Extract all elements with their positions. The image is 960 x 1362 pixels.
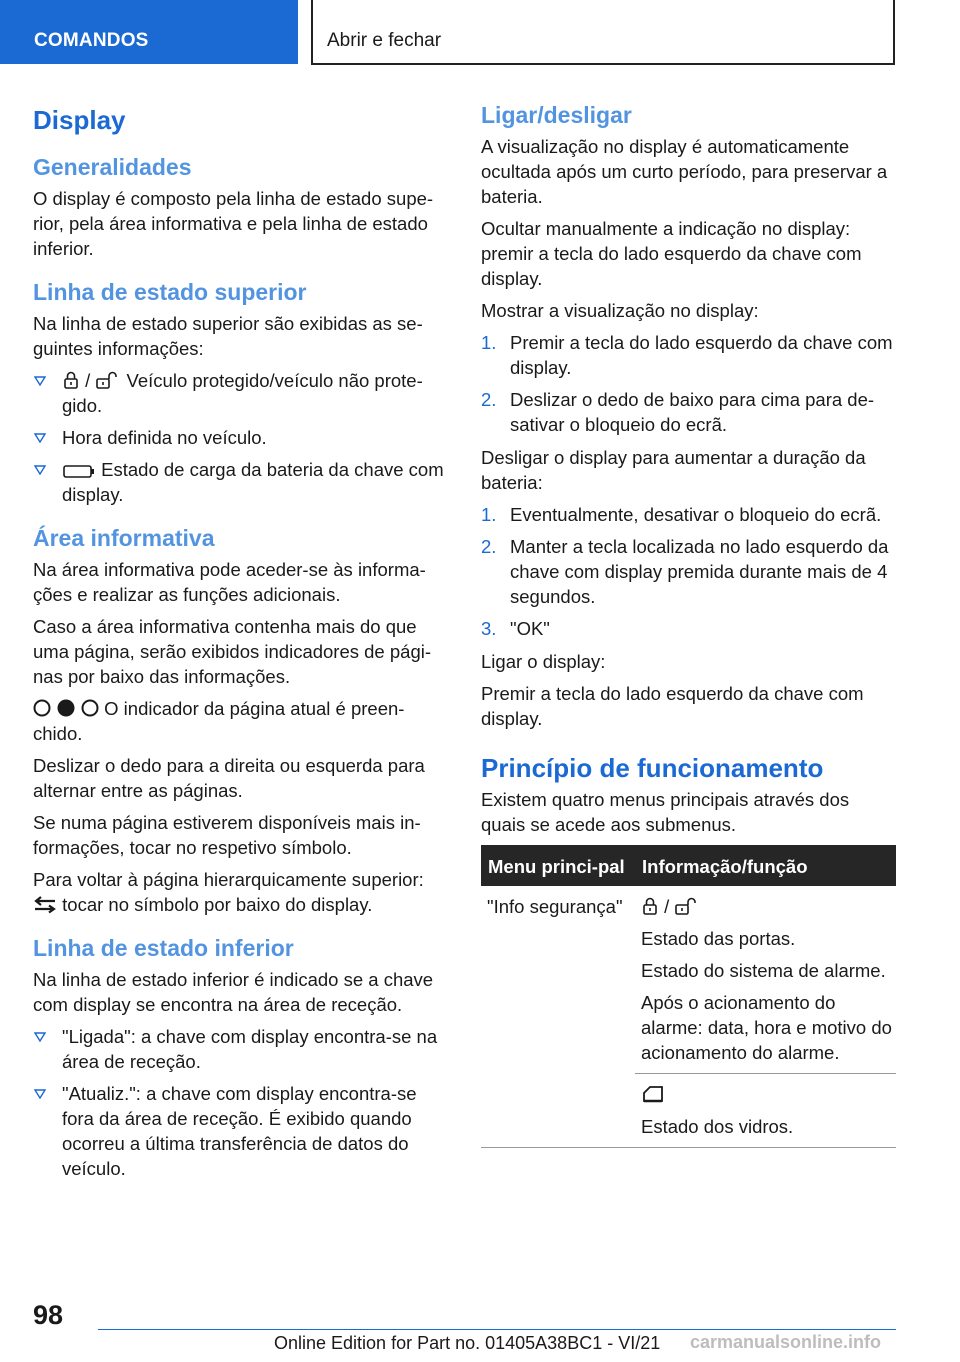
menu-table: [481, 845, 896, 1148]
chapter-label: COMANDOS: [34, 30, 149, 51]
step-text: Manter a tecla localizada no lado esquerdo da chave com display premida durante mais de 4 segundos.: [510, 536, 889, 607]
table-row: [481, 1074, 896, 1148]
left-column: [33, 100, 449, 1189]
list-item-text: Veículo protegido/veículo não prote-gido.: [62, 370, 423, 416]
paragraph: Ligar o display:: [481, 651, 606, 672]
heading-ligar-desligar: Ligar/desligar: [481, 102, 632, 128]
bullet-triangle-icon: [34, 1032, 46, 1042]
cell-line: Após o acionamento do alarme: data, hora e motivo do acionamento do alarme.: [641, 992, 892, 1063]
section-tab: [311, 0, 895, 65]
heading-linha-inferior: Linha de estado inferior: [33, 935, 294, 961]
list-linha-superior: [33, 368, 449, 507]
step-number: 1.: [481, 504, 497, 525]
footer-divider: [98, 1329, 896, 1330]
bullet-triangle-icon: [34, 376, 46, 386]
list-item: [33, 425, 449, 450]
list-item-text: Hora definida no veículo.: [62, 427, 267, 448]
step-item: [481, 330, 896, 380]
cell-icons: [641, 1082, 896, 1107]
page-title: Display: [33, 105, 126, 135]
paragraph-text: O indicador da página atual é preen-chido.: [33, 698, 405, 744]
bullet-triangle-icon: [34, 465, 46, 475]
paragraph-linha-superior: Na linha de estado superior são exibidas as se-guintes informações:: [33, 313, 423, 359]
step-item: [481, 616, 896, 641]
paragraph: [33, 867, 449, 917]
steps-show-display: [481, 330, 896, 437]
list-item-text: Estado de carga da bateria da chave com display.: [62, 459, 444, 505]
step-text: Eventualmente, desativar o bloqueio do ecrã.: [510, 504, 882, 525]
paragraph-text: Para voltar à página hierarquicamente superior:: [33, 869, 424, 890]
heading-generalidades: Generalidades: [33, 154, 192, 180]
list-item: [33, 1024, 449, 1074]
table-cell-info: [635, 886, 896, 1074]
step-text: "OK": [510, 618, 550, 639]
list-item: [33, 368, 449, 418]
list-item-text: "Ligada": a chave com display encontra-se na área de receção.: [62, 1026, 438, 1072]
paragraph: Se numa página estiverem disponíveis mais in-formações, tocar no respetivo símbolo.: [33, 812, 421, 858]
table-header-row: [481, 845, 896, 886]
table-cell-info: [635, 1074, 896, 1148]
step-item: [481, 534, 896, 609]
paragraph-linha-inferior: Na linha de estado inferior é indicado se a chave com display se encontra na área de receção.: [33, 969, 434, 1015]
paragraph: Caso a área informativa contenha mais do que uma página, serão exibidos indicadores de pági-nas por baixo das informações.: [33, 616, 432, 687]
right-column: [481, 100, 896, 1148]
separator-text: /: [80, 370, 96, 391]
separator-text: /: [659, 896, 675, 917]
watermark: carmanualsonline.info: [690, 1332, 882, 1352]
cell-line: Estado do sistema de alarme.: [641, 960, 886, 981]
lock-open-icon: [674, 896, 700, 916]
lock-open-icon: [95, 370, 121, 390]
window-icon: [641, 1084, 665, 1104]
back-arrow-icon: [33, 896, 57, 914]
step-number: 2.: [481, 389, 497, 410]
step-text: Premir a tecla do lado esquerdo da chave com display.: [510, 332, 893, 378]
page-number: 98: [33, 1300, 64, 1330]
paragraph: [33, 696, 449, 746]
heading-principio: Princípio de funcionamento: [481, 753, 824, 783]
bullet-triangle-icon: [34, 433, 46, 443]
list-linha-inferior: [33, 1024, 449, 1181]
step-item: [481, 502, 896, 527]
step-text: Deslizar o dedo de baixo para cima para de-sativar o bloqueio do ecrã.: [510, 389, 875, 435]
lock-closed-icon: [62, 370, 80, 390]
heading-linha-superior: Linha de estado superior: [33, 279, 307, 305]
table-header-menu: Menu princi-pal: [481, 845, 635, 886]
cell-line: Estado dos vidros.: [641, 1116, 794, 1137]
footer-edition: Online Edition for Part no. 01405A38BC1 - VI/21: [274, 1333, 661, 1353]
paragraph: Ocultar manualmente a indicação no display: premir a tecla do lado esquerdo da chave com display.: [481, 218, 862, 289]
paragraph-text: tocar no símbolo por baixo do display.: [57, 894, 373, 915]
paragraph-generalidades: O display é composto pela linha de estado supe-rior, pela área informativa e pela linha de estado inferior.: [33, 188, 434, 259]
lock-closed-icon: [641, 896, 659, 916]
paragraph: Na área informativa pode aceder-se às informa-ções e realizar as funções adicionais.: [33, 559, 426, 605]
list-item-text: "Atualiz.": a chave com display encontra-se fora da área de receção. É exibido quando ocorreu a última transferência de datos do veículo.: [62, 1083, 417, 1179]
steps-turn-off-display: [481, 502, 896, 641]
table-cell-menu: [481, 1074, 635, 1148]
paragraph: Deslizar o dedo para a direita ou esquerda para alternar entre as páginas.: [33, 755, 425, 801]
paragraph: A visualização no display é automaticamente ocultada após um curto período, para preservar a bateria.: [481, 136, 888, 207]
list-item: [33, 1081, 449, 1181]
paragraph: Desligar o display para aumentar a duração da bateria:: [481, 447, 866, 493]
paragraph: Premir a tecla do lado esquerdo da chave com display.: [481, 683, 864, 729]
bullet-triangle-icon: [34, 1089, 46, 1099]
step-item: [481, 387, 896, 437]
heading-area-informativa: Área informativa: [33, 525, 215, 551]
section-label: Abrir e fechar: [327, 30, 442, 51]
paragraph: Existem quatro menus principais através dos quais se acede aos submenus.: [481, 789, 850, 835]
table-cell-menu: "Info segurança": [487, 896, 623, 917]
cell-line: Estado das portas.: [641, 928, 796, 949]
page-indicator-icon: [33, 698, 99, 718]
step-number: 1.: [481, 332, 497, 353]
table-header-info: Informação/função: [635, 845, 896, 886]
cell-icons: [641, 894, 896, 919]
step-number: 3.: [481, 618, 497, 639]
list-item: [33, 457, 449, 507]
battery-icon: [62, 463, 96, 479]
chapter-tab: [0, 0, 298, 64]
step-number: 2.: [481, 536, 497, 557]
paragraph: Mostrar a visualização no display:: [481, 300, 759, 321]
table-row: [481, 886, 896, 1074]
